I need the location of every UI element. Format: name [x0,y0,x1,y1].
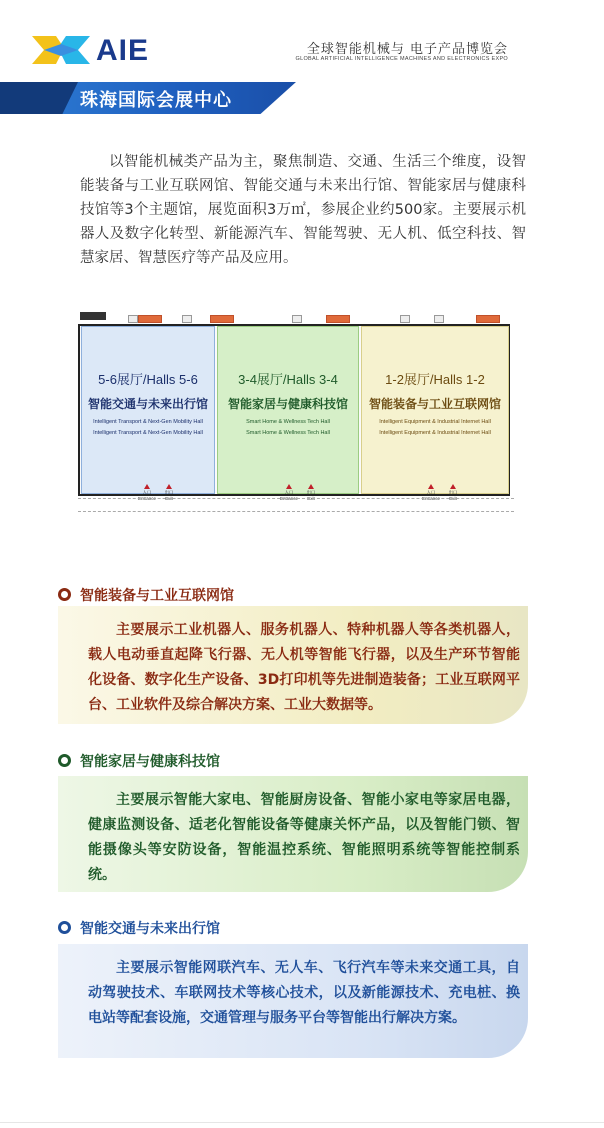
hall-en-line: Intelligent Transport & Next-Gen Mobility Hall [93,430,203,436]
venue-mini-logo [80,312,106,320]
gate-zh: 出口 [164,490,174,495]
plan-marker [326,315,350,323]
section-transport-text: 主要展示智能网联汽车、无人车、飞行汽车等未来交通工具，自动驾驶技术、车联网技术等核心技术，以及新能源技术、充电桩、换电站等配套设施，交通管理与服务平台等智能出行解决方案。 [58,944,528,1058]
gate-en: Entrance [137,496,156,501]
hall-label: 1-2展厅/Halls 1-2 [385,372,485,387]
exit-arrow-icon [308,484,314,489]
hall-en-name [82,417,214,439]
hall-5-6 [81,326,215,494]
exit-arrow-icon [450,484,456,489]
section-title: 智能装备与工业互联网馆 [80,588,234,604]
hall-zh-name: 智能交通与未来出行馆 [87,397,208,411]
hall-en-line: Smart Home & Wellness Tech Hall [246,430,330,436]
bullet-icon [58,588,71,601]
hall-label: 5-6展厅/Halls 5-6 [98,372,198,387]
gate-zh: 出口 [448,490,458,495]
plan-marker [476,315,500,323]
plan-marker [400,315,410,323]
venue-title: 珠海国际会展中心 [80,90,232,111]
hall-en-line: Smart Home & Wellness Tech Hall [246,419,330,425]
section-title: 智能交通与未来出行馆 [80,921,220,937]
aie-logo [30,32,160,68]
plan-marker [292,315,302,323]
hall-3-4 [217,326,359,494]
plan-marker [210,315,234,323]
hall-en-line: Intelligent Equipment & Industrial Internet Hall [379,419,491,425]
gate-zh: 入口 [142,490,152,495]
plan-marker [138,315,162,323]
bullet-icon [58,754,71,767]
expo-subtitle: GLOBAL ARTIFICIAL INTELLIGENCE MACHINES AND ELECTRONICS EXPO [295,56,508,62]
gate-en: Exit [449,496,457,501]
section-equipment-text: 主要展示工业机器人、服务机器人、特种机器人等各类机器人，载人电动垂直起降飞行器、无人机等智能飞行器，以及生产环节智能化设备、数字化生产设备、3D打印机等先进制造装备；工业互联网平台、工业软件及综合解决方案、工业大数据等。 [58,606,528,724]
logo-mark-icon [30,32,92,68]
intro-paragraph: 以智能机械类产品为主，聚焦制造、交通、生活三个维度，设智能装备与工业互联网馆、智能交通与未来出行馆、智能家居与健康科技馆等3个主题馆，展览面积3万㎡，参展企业约500家。主要展示机器人及数字化转型、新能源汽车、智能驾驶、无人机、低空科技、智慧家居、智慧医疗等产品及应用。 [80,154,526,266]
entrance-arrow-icon [286,484,292,489]
hall-en-line: Intelligent Transport & Next-Gen Mobility Hall [93,419,203,425]
plan-marker [128,315,138,323]
hall-zh-name: 智能装备与工业互联网馆 [368,397,501,411]
gate-en: Exit [165,496,173,501]
bullet-icon [58,921,71,934]
expo-title: 全球智能机械与 电子产品博览会 [306,42,508,57]
gate-zh: 出口 [306,490,316,495]
gate-en: Entrance [279,496,298,501]
gate-en: Exit [307,496,315,501]
road [78,498,514,512]
hall-1-2 [361,326,509,494]
plan-marker [182,315,192,323]
hall-en-name [362,417,508,439]
logo-text: AIE [96,34,150,67]
gate-zh: 入口 [284,490,294,495]
plan-marker [434,315,444,323]
exit-arrow-icon [166,484,172,489]
section-home-text: 主要展示智能大家电、智能厨房设备、智能小家电等家居电器，健康监测设备、适老化智能设备等健康关怀产品，以及智能门锁、智能摄像头等安防设备，智能温控系统、智能照明系统等智能控制系统。 [58,776,528,892]
hall-label: 3-4展厅/Halls 3-4 [238,372,338,387]
gate-en: Entrance [421,496,440,501]
bottom-divider [0,1122,604,1128]
entrance-arrow-icon [428,484,434,489]
gate-zh: 入口 [426,490,436,495]
hall-en-name [218,417,358,439]
floor-plan [78,312,516,517]
section-title: 智能家居与健康科技馆 [80,754,220,770]
hall-zh-name: 智能家居与健康科技馆 [227,397,348,411]
entrance-arrow-icon [144,484,150,489]
hall-en-line: Intelligent Equipment & Industrial Internet Hall [379,430,491,436]
